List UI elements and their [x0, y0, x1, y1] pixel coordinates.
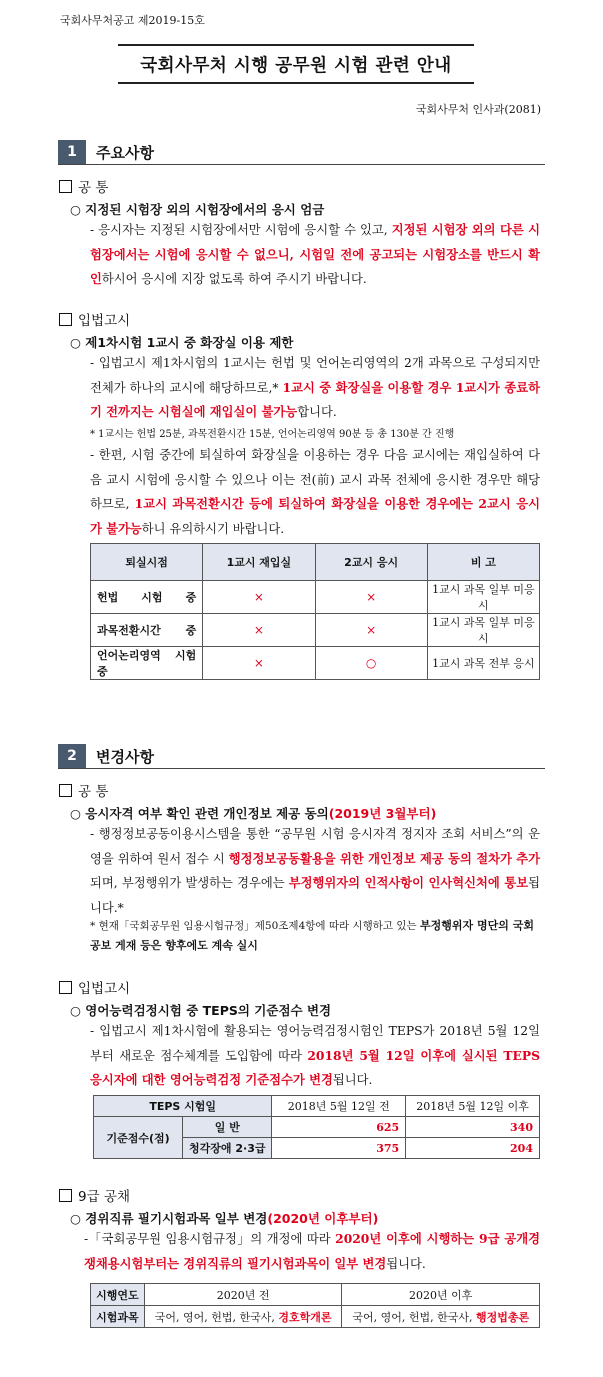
emphasis-text: 지정된 시험장 외의 다른 시험장에서는 시험에 응시할 수 없으니, 시험일 전에 공고되는 시험장소를 반드시 확인: [90, 222, 541, 286]
item-title-text: 경위직류 필기시험과목 일부 변경: [85, 1211, 268, 1226]
item-title-date: (2019년 3월부터): [328, 806, 437, 821]
table-header: 2020년 전: [144, 1284, 342, 1306]
table-row: [91, 614, 540, 647]
section-header-2: [58, 744, 545, 769]
heading-label: 공 통: [78, 784, 109, 800]
table-header: 2020년 이후: [342, 1284, 540, 1306]
checkbox-square-icon: [59, 180, 72, 193]
emphasis-text: 2018년 5월 12일 이후에 실시된 TEPS 응시자에 대한 영어능력검정 기준점수가 변경: [90, 1047, 540, 1087]
table-row: [91, 1306, 540, 1328]
document-number: 국회사무처공고 제2019-15호: [60, 14, 205, 27]
row-label: 청각장애 2·3급: [183, 1138, 272, 1159]
text: 합니다.: [297, 405, 337, 419]
table-row: [94, 1117, 540, 1138]
emphasis-text: 1교시 과목전환시간 등에 퇴실하여 화장실을 이용한 경우에는 2교시 응시가 불가능: [90, 496, 540, 536]
table-row: [91, 581, 540, 614]
item-title-text: 영어능력검정시험 중 TEPS의 기준점수 변경: [85, 1003, 332, 1018]
cell-reentry: ×: [203, 647, 315, 680]
text: 됩니다.: [332, 1073, 373, 1087]
text: 하시어 응시에 지장 없도록 하여 주시기 바랍니다.: [101, 272, 367, 286]
heading-label: 공 통: [78, 180, 109, 196]
heading-ipbeop: [59, 977, 130, 997]
cell-note: 1교시 과목 전부 응시: [427, 647, 539, 680]
checkbox-square-icon: [59, 784, 72, 797]
subject-table: [90, 1283, 540, 1328]
paragraph: [90, 218, 540, 292]
item-title: ○ 지정된 시험장 외의 시험장에서의 응시 엄금: [70, 202, 325, 217]
table-header: 1교시 재입실: [203, 544, 315, 581]
emphasis-text: 행정법총론: [475, 1310, 530, 1324]
heading-label: 입법고시: [78, 981, 131, 997]
reentry-table: [90, 543, 540, 680]
item-title: ○ 영어능력검정시험 중 TEPS의 기준점수 변경: [70, 1003, 332, 1018]
cell-period2: ×: [315, 581, 427, 614]
table-header: 2교시 응시: [315, 544, 427, 581]
text: 국어, 영어, 헌법, 한국사,: [154, 1310, 279, 1324]
checkbox-square-icon: [59, 1189, 72, 1202]
cell-reentry: ×: [203, 581, 315, 614]
heading-common: [59, 780, 108, 800]
text: - 한편, 시험 중간에 퇴실하여 화장실을 이용하는 경우 다음 교시에는 재입실하여 다음 교시 시험에 응시할 수 있으나 이는 전(前) 교시 과목 전체에 응시한 경우만 해당하므로,: [90, 448, 540, 511]
row-label: 과목전환시간 중: [91, 614, 203, 647]
cell-note: 1교시 과목 일부 미응시: [427, 581, 539, 614]
teps-table: [93, 1095, 540, 1159]
text: 국어, 영어, 헌법, 한국사,: [352, 1310, 476, 1324]
paragraph: [90, 443, 540, 541]
text: 됩니다.*: [90, 876, 540, 915]
emphasis-text: 부정행위자의 인적사항이 인사혁신처에 통보: [288, 875, 529, 890]
cell-period2: ○: [315, 647, 427, 680]
page-title: 국회사무처 시행 공무원 시험 관련 안내: [118, 44, 474, 84]
table-row: [91, 647, 540, 680]
row-label: 시험과목: [91, 1306, 145, 1328]
text: 됩니다.: [386, 1256, 426, 1271]
cell-reentry: ×: [203, 614, 315, 647]
score-after: 204: [406, 1138, 540, 1159]
item-title-text: 응시자격 여부 확인 관련 개인정보 제공 동의: [85, 806, 329, 821]
table-header: 2018년 5월 12일 이후: [406, 1096, 540, 1117]
text: - 입법고시 제1차시험의 1교시는 헌법 및 언어논리영역의 2개 과목으로 구성되지만 전체가 하나의 교시에 해당하므로,*: [90, 356, 540, 395]
table-header: 비 고: [427, 544, 539, 581]
row-label: 헌법 시험 중: [91, 581, 203, 614]
section-number: 2: [58, 744, 86, 768]
subjects-after: [342, 1306, 540, 1328]
section-title: 변경사항: [96, 747, 154, 766]
checkbox-square-icon: [59, 981, 72, 994]
item-title: ○ 경위직류 필기시험과목 일부 변경(2020년 이후부터): [70, 1211, 379, 1226]
text: 하니 유의하시기 바랍니다.: [141, 521, 285, 536]
item-title-text: 제1차시험 1교시 중 화장실 이용 제한: [85, 335, 294, 350]
text: - 입법고시 제1차시험에 활용되는 영어능력검정시험인 TEPS가 2018년 5월 12일부터 새로운 점수체계를 도입함에 따라: [90, 1024, 540, 1063]
item-title: ○ 제1차시험 1교시 중 화장실 이용 제한: [70, 335, 294, 350]
text: - 응시자는 지정된 시험장에서만 시험에 응시할 수 있고,: [90, 223, 392, 237]
text: * 현재「국회공무원 임용시험규정」제50조제4항에 따라 시행하고 있는: [90, 920, 421, 932]
text: -「국회공무원 임용시험규정」의 개정에 따라: [84, 1232, 336, 1246]
row-label: 일 반: [183, 1117, 272, 1138]
footnote: * 1교시는 헌법 25분, 과목전환시간 15분, 언어논리영역 90분 등 총 130분 간 진행: [90, 429, 455, 440]
heading-grade9: [59, 1185, 130, 1205]
row-label: 언어논리영역 시험 중: [91, 647, 203, 680]
item-title: ○ 응시자격 여부 확인 관련 개인정보 제공 동의(2019년 3월부터): [70, 806, 437, 821]
cell-note: 1교시 과목 일부 미응시: [427, 614, 539, 647]
table-header: 2018년 5월 12일 전: [272, 1096, 406, 1117]
row-head: 기준점수(점): [94, 1117, 183, 1159]
score-before: 625: [272, 1117, 406, 1138]
score-after: 340: [406, 1117, 540, 1138]
table-header: 시행연도: [91, 1284, 145, 1306]
emphasis-text: 경호학개론: [278, 1310, 332, 1324]
score-before: 375: [272, 1138, 406, 1159]
table-header: 퇴실시점: [91, 544, 203, 581]
paragraph: [84, 1227, 540, 1276]
table-header: TEPS 시험일: [94, 1096, 272, 1117]
cell-period2: ×: [315, 614, 427, 647]
checkbox-square-icon: [59, 313, 72, 326]
text: 되며, 부정행위가 발생하는 경우에는: [90, 876, 289, 890]
paragraph: [90, 351, 540, 425]
section-header-1: [58, 140, 545, 165]
heading-label: 입법고시: [78, 313, 131, 329]
heading-label: 9급 공채: [78, 1189, 131, 1205]
text: - 행정정보공동이용시스템을 통한 “공무원 시험 응시자격 정지자 조회 서비스”의 운영을 위하여 원서 접수 시: [90, 827, 540, 866]
item-title-text: 지정된 시험장 외의 시험장에서의 응시 엄금: [85, 202, 325, 217]
heading-ipbeop: [59, 309, 130, 329]
subjects-before: [144, 1306, 342, 1328]
paragraph: [90, 822, 540, 920]
item-title-date: (2020년 이후부터): [267, 1211, 379, 1226]
emphasis-text: 1교시 중 화장실을 이용할 경우 1교시가 종료하기 전까지는 시험실에 재입실이 불가능: [90, 379, 540, 419]
emphasis-text: 2020년 이후에 시행하는 9급 공개경쟁채용시험부터는 경위직류의 필기시험과목이 일부 변경: [84, 1231, 540, 1271]
section-number: 1: [58, 140, 86, 164]
heading-common: [59, 176, 108, 196]
section-title: 주요사항: [96, 143, 154, 162]
emphasis-text: 행정정보공동활용을 위한 개인정보 제공 동의 절차가 추가: [228, 850, 540, 866]
emphasis-text: 부정행위자 명단의 국회공보 게재 등은 향후에도 계속 실시: [90, 919, 534, 952]
department: 국회사무처 인사과(2081): [415, 103, 541, 116]
paragraph: [90, 1019, 540, 1093]
footnote: [90, 916, 540, 956]
